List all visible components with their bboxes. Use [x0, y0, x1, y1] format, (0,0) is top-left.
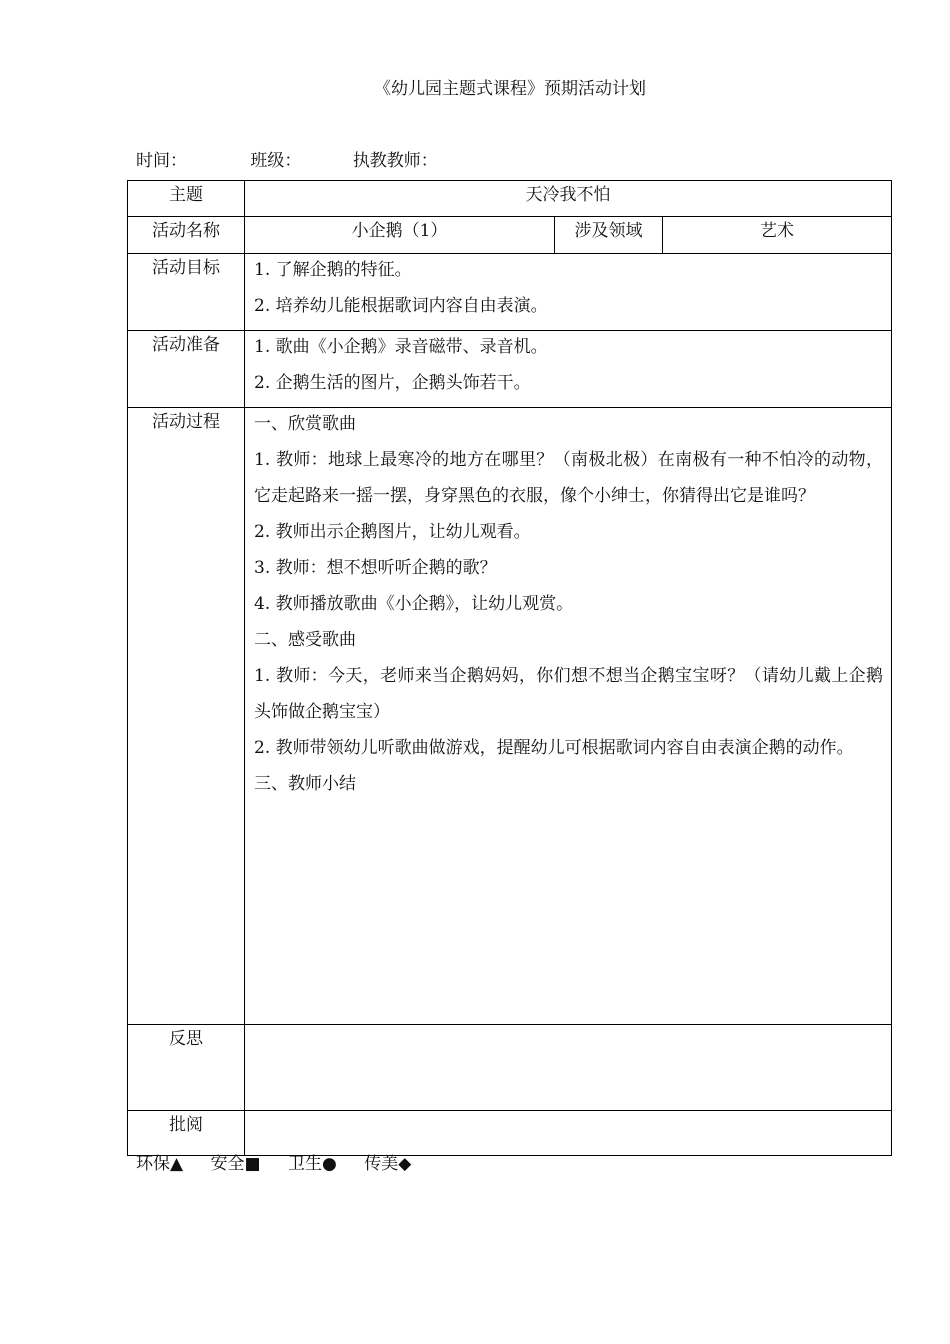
row-reflection	[128, 1025, 892, 1111]
symbol-beauty: 传美◆	[364, 1154, 412, 1174]
activity-name-label: 活动名称	[128, 217, 245, 254]
teacher-label: 执教教师：	[352, 151, 438, 171]
process-item: 二、感受歌曲	[254, 630, 356, 650]
symbol-safety: 安全■	[210, 1154, 261, 1174]
reflection-label: 反思	[128, 1025, 245, 1111]
prep-label: 活动准备	[128, 331, 245, 408]
review-label: 批阅	[128, 1111, 245, 1156]
process-content	[245, 408, 892, 1025]
theme-value: 天冷我不怕	[245, 181, 892, 217]
goals-content	[245, 254, 892, 331]
process-item: 2. 教师带领幼儿听歌曲做游戏，提醒幼儿可根据歌词内容自由表演企鹅的动作。	[254, 738, 854, 758]
symbol-eco: 环保▲	[136, 1154, 184, 1174]
process-item: 1. 教师：今天，老师来当企鹅妈妈，你们想不想当企鹅宝宝呀？（请幼儿戴上企鹅头饰做企鹅宝宝）	[254, 666, 884, 722]
domain-label: 涉及领域	[555, 217, 663, 254]
prep-content	[245, 331, 892, 408]
row-theme	[128, 181, 892, 217]
meta-line	[136, 146, 438, 171]
process-item: 一、欣赏歌曲	[254, 414, 356, 434]
symbol-legend	[136, 1149, 433, 1174]
process-label: 活动过程	[128, 408, 245, 1025]
class-label: 班级：	[250, 151, 302, 171]
process-item: 3. 教师：想不想听听企鹅的歌？	[254, 558, 497, 578]
theme-label: 主题	[128, 181, 245, 217]
goal-item: 1. 了解企鹅的特征。	[254, 260, 412, 280]
process-item: 三、教师小结	[254, 774, 356, 794]
process-item: 1. 教师：地球上最寒冷的地方在哪里？（南极北极）在南极有一种不怕冷的动物，它走起路来一摇一摆，身穿黑色的衣服，像个小绅士，你猜得出它是谁吗？	[254, 450, 884, 506]
row-prep	[128, 331, 892, 408]
process-item: 2. 教师出示企鹅图片，让幼儿观看。	[254, 522, 531, 542]
domain-value: 艺术	[663, 217, 892, 254]
goal-item: 2. 培养幼儿能根据歌词内容自由表演。	[254, 296, 548, 316]
process-item: 4. 教师播放歌曲《小企鹅》，让幼儿观赏。	[254, 594, 574, 614]
row-goals	[128, 254, 892, 331]
activity-plan-table	[127, 180, 892, 1156]
reflection-content[interactable]	[245, 1025, 892, 1111]
activity-name-value: 小企鹅（1）	[245, 217, 555, 254]
symbol-hygiene: 卫生●	[287, 1154, 337, 1174]
prep-item: 2. 企鹅生活的图片，企鹅头饰若干。	[254, 373, 531, 393]
time-label: 时间：	[136, 151, 187, 171]
row-activity-name	[128, 217, 892, 254]
row-process	[128, 408, 892, 1025]
goals-label: 活动目标	[128, 254, 245, 331]
document-title: 《幼儿园主题式课程》预期活动计划	[374, 79, 646, 99]
prep-item: 1. 歌曲《小企鹅》录音磁带、录音机。	[254, 337, 548, 357]
